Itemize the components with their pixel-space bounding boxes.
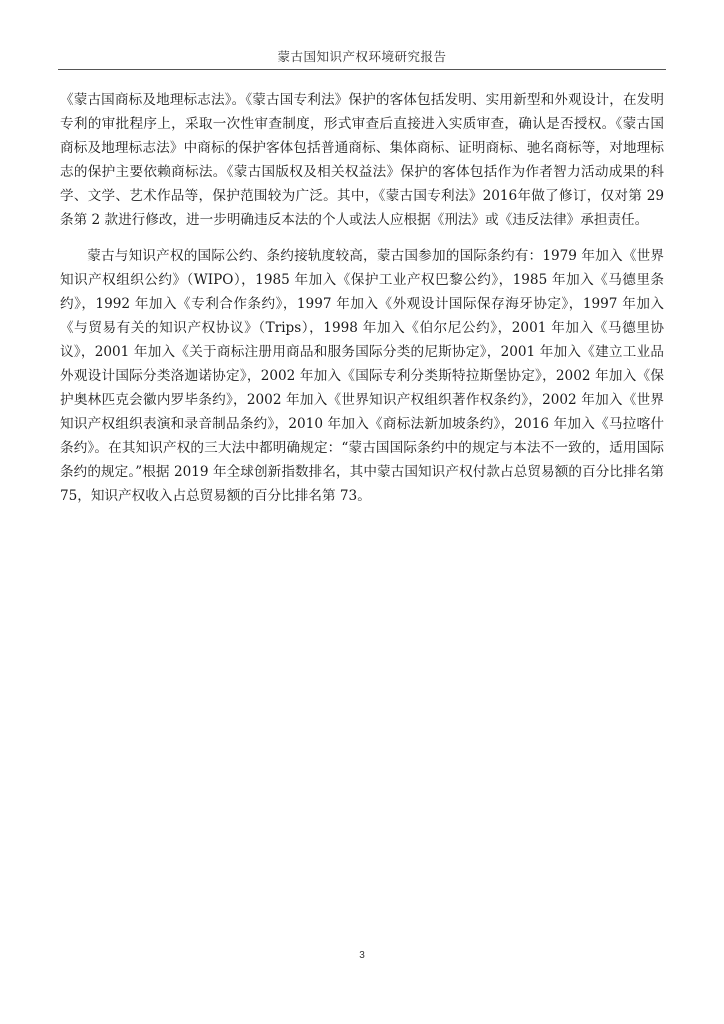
page-number: 3 [359,950,365,961]
running-header: 蒙古国知识产权环境研究报告 [277,49,447,64]
document-body [60,88,664,520]
header-divider [58,69,666,70]
paragraph-international-treaties: 蒙古与知识产权的国际公约、条约接轨度较高，蒙古国参加的国际条约有：1979 年加入《世界知识产权组织公约》（WIPO），1985 年加入《保护工业产权巴黎公约》，1985 年加入《马德里条约》，1992 年加入《专利合作条约》，1997 年加入《外观设计国际保存海牙协定》，1997 年加入《与贸易有关的知识产权协议》（Trips），1998 年加入《伯尔尼公约》，2001 年加入《马德里协议》，2001 年加入《关于商标注册用商品和服务国际分类的尼斯协定》，2001 年加入《建立工业品外观设计国际分类洛迦诺协定》，2002 年加入《国际专利分类斯特拉斯堡协定》，2002 年加入《保护奥林匹克会徽内罗毕条约》，2002 年加入《世界知识产权组织著作权条约》，2002 年加入《世界知识产权组织表演和录音制品条约》，2010 年加入《商标法新加坡条约》，2016 年加入《马拉喀什条约》。在其知识产权的三大法中都明确规定：“蒙古国国际条约中的规定与本法不一致的，适用国际条约的规定。”根据 2019 年全球创新指数排名，其中蒙古国知识产权付款占总贸易额的百分比排名第 75，知识产权收入占总贸易额的百分比排名第 73。 [60,248,664,504]
paragraph-ip-laws: 《蒙古国商标及地理标志法》。《蒙古国专利法》保护的客体包括发明、实用新型和外观设计，在发明专利的审批程序上，采取一次性审查制度，形式审查后直接进入实质审查，确认是否授权。《蒙古国商标及地理标志法》中商标的保护客体包括普通商标、集体商标、证明商标、驰名商标等，对地理标志的保护主要依赖商标法。《蒙古国版权及相关权益法》保护的客体包括作为作者智力活动成果的科学、文学、艺术作品等，保护范围较为广泛。其中，《蒙古国专利法》2016年做了修订，仅对第 29 条第 2 款进行修改，进一步明确违反本法的个人或法人应根据《刑法》或《违反法律》承担责任。 [60,92,664,228]
